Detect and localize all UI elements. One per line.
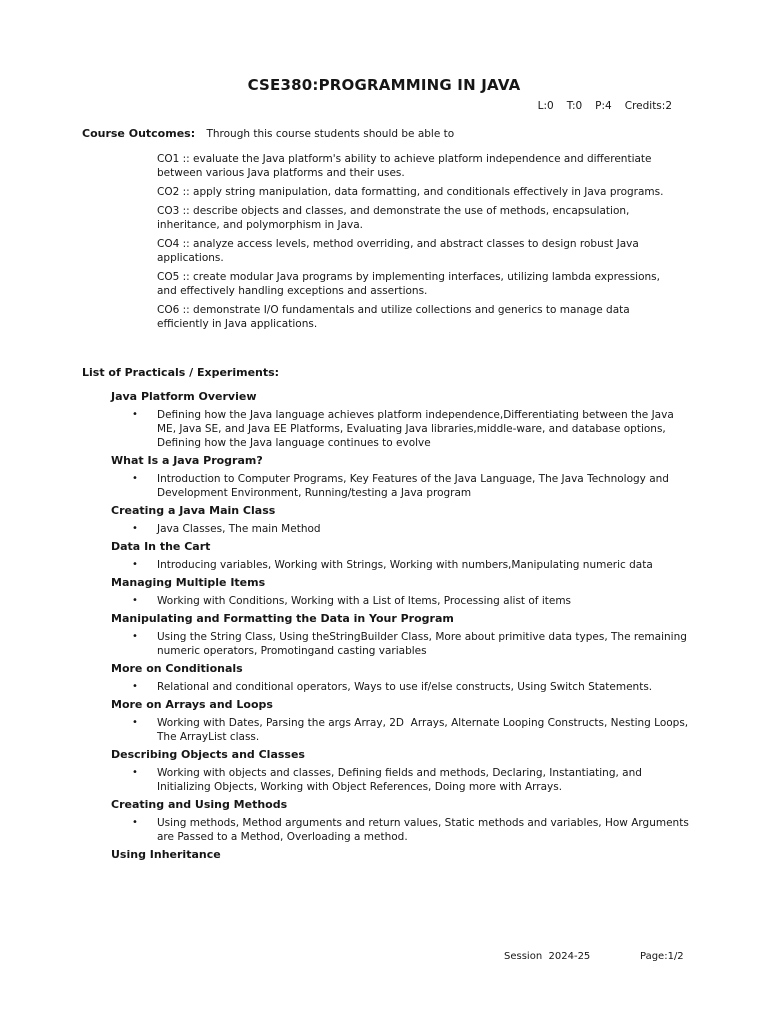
course-outcome-item: CO3 :: describe objects and classes, and demonstrate the use of methods, encapsulation, inheritance, and polymorphism in Java. [157, 205, 630, 231]
bullet-icon: • [132, 409, 138, 420]
bullet-item [111, 680, 691, 694]
practical-section-title: Describing Objects and Classes [111, 748, 305, 761]
bullet-icon: • [132, 717, 138, 728]
bullet-icon: • [132, 631, 138, 642]
course-outcome-item: CO5 :: create modular Java programs by implementing interfaces, utilizing lambda expressions, and effectively handling exceptions and assertions. [157, 271, 660, 297]
practical-section-title: What Is a Java Program? [111, 454, 263, 467]
course-outcome-item: CO4 :: analyze access levels, method overriding, and abstract classes to design robust Java applications. [157, 238, 639, 264]
practicals-heading: List of Practicals / Experiments: [82, 366, 280, 379]
credit-token: P:4 [595, 100, 612, 112]
practicals-sections [111, 390, 691, 866]
course-outcome-item: CO2 :: apply string manipulation, data formatting, and conditionals effectively in Java programs. [157, 186, 664, 198]
practical-section-title: Creating a Java Main Class [111, 504, 276, 517]
practical-section-title: Using Inheritance [111, 848, 221, 861]
practical-section-title: Creating and Using Methods [111, 798, 288, 811]
practical-section [111, 698, 691, 744]
bullet-item [111, 522, 691, 536]
practical-section [111, 540, 691, 572]
bullet-icon: • [132, 681, 138, 692]
credit-token: Credits:2 [624, 100, 672, 112]
bullet-icon: • [132, 595, 138, 606]
footer-page-number: Page:1/2 [640, 951, 684, 962]
bullet-item [111, 472, 691, 500]
bullet-item [111, 716, 691, 744]
bullet-item [111, 408, 691, 450]
practical-section-title: Data In the Cart [111, 540, 211, 553]
bullet-text: Introduction to Computer Programs, Key Features of the Java Language, The Java Technology and Development Environment, Running/testing a Java program [157, 473, 673, 499]
practical-section [111, 798, 691, 844]
course-outcomes-label: Course Outcomes: [82, 127, 196, 140]
bullet-item [111, 816, 691, 844]
practical-section [111, 454, 691, 500]
credits-line [538, 100, 672, 112]
practical-section-title: Managing Multiple Items [111, 576, 266, 589]
bullet-text: Java Classes, The main Method [157, 523, 321, 535]
course-title: CSE380:PROGRAMMING IN JAVA [247, 76, 521, 94]
practical-section [111, 748, 691, 794]
course-outcomes-intro: Through this course students should be able to [206, 128, 455, 140]
credit-token: T:0 [566, 100, 583, 112]
bullet-text: Working with Conditions, Working with a List of Items, Processing alist of items [157, 595, 572, 607]
practical-section [111, 390, 691, 450]
bullet-item [111, 594, 691, 608]
course-outcome-item: CO6 :: demonstrate I/O fundamentals and utilize collections and generics to manage data efficiently in Java applications. [157, 304, 630, 330]
course-outcomes-row [82, 127, 454, 140]
bullet-text: Working with objects and classes, Defining fields and methods, Declaring, Instantiating, and Initializing Objects, Working with Object References, Doing more with Arrays. [157, 767, 646, 793]
practical-section [111, 504, 691, 536]
bullet-icon: • [132, 817, 138, 828]
bullet-text: Introducing variables, Working with Strings, Working with numbers,Manipulating numeric data [157, 559, 653, 571]
footer-session: Session 2024-25 [504, 951, 591, 962]
bullet-text: Defining how the Java language achieves platform independence,Differentiating between the Java ME, Java SE, and Java EE Platforms, Evaluating Java libraries,middle-ware, and database options, Defining how the Java language continues to evolve [157, 409, 678, 449]
course-outcome-item: CO1 :: evaluate the Java platform's ability to achieve platform independence and differentiate between various Java platforms and their uses. [157, 153, 652, 179]
bullet-text: Using methods, Method arguments and return values, Static methods and variables, How Arguments are Passed to a Method, Overloading a method. [157, 817, 693, 843]
credit-token: L:0 [537, 100, 554, 112]
practical-section-title: Java Platform Overview [111, 390, 257, 403]
bullet-text: Using the String Class, Using theStringBuilder Class, More about primitive data types, The remaining numeric operators, Promotingand casting variables [157, 631, 691, 657]
practical-section-title: Manipulating and Formatting the Data in Your Program [111, 612, 454, 625]
bullet-icon: • [132, 767, 138, 778]
practical-section [111, 848, 691, 862]
practical-section [111, 576, 691, 608]
practical-section-title: More on Arrays and Loops [111, 698, 273, 711]
practical-section [111, 612, 691, 658]
bullet-text: Relational and conditional operators, Ways to use if/else constructs, Using Switch Statements. [157, 681, 653, 693]
practical-section [111, 662, 691, 694]
bullet-item [111, 630, 691, 658]
bullet-icon: • [132, 559, 138, 570]
bullet-icon: • [132, 473, 138, 484]
bullet-item [111, 558, 691, 572]
bullet-item [111, 766, 691, 794]
course-outcomes-list [157, 152, 673, 336]
bullet-text: Working with Dates, Parsing the args Array, 2D Arrays, Alternate Looping Constructs, Nesting Loops, The ArrayList class. [157, 717, 692, 743]
bullet-icon: • [132, 523, 138, 534]
practical-section-title: More on Conditionals [111, 662, 243, 675]
